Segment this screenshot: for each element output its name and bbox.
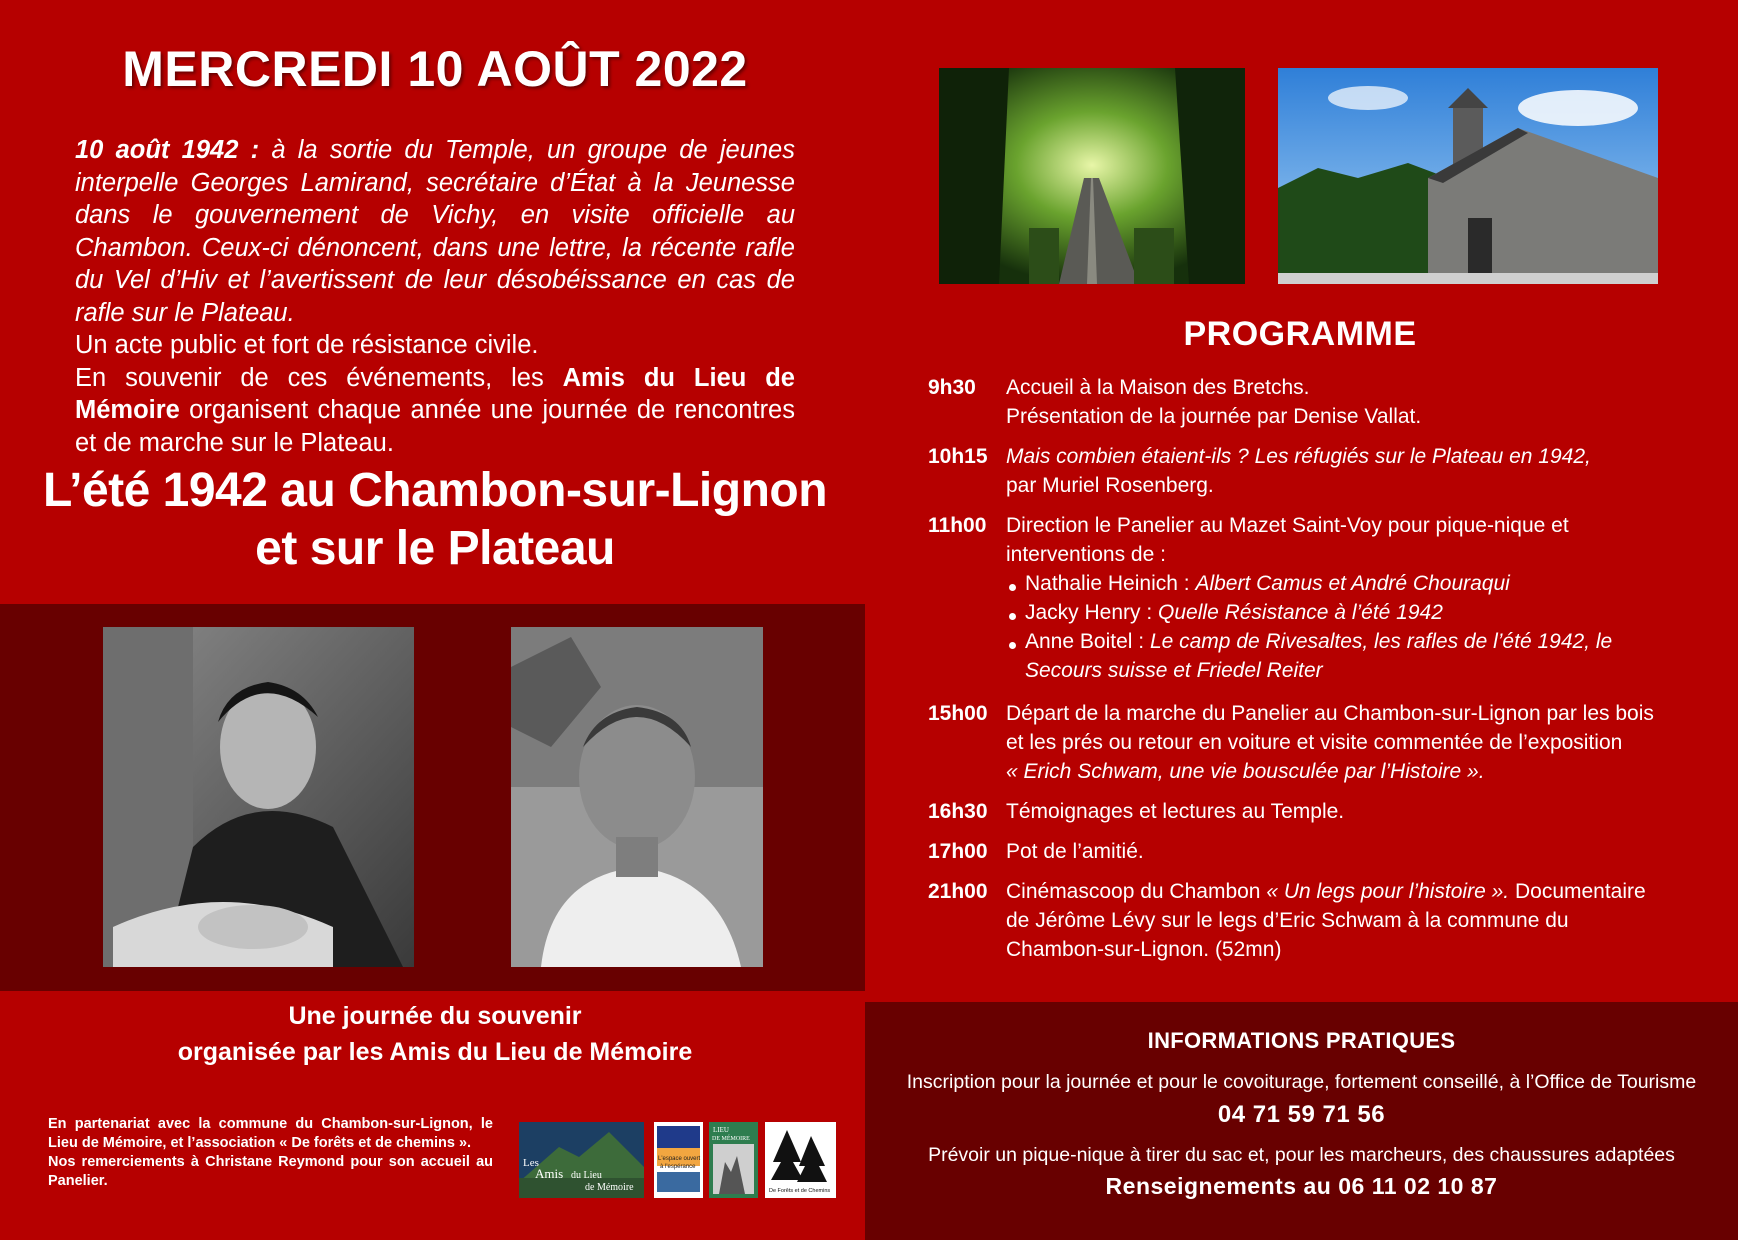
programme-item — [928, 373, 1688, 431]
programme-time: 16h30 — [928, 800, 988, 823]
programme-item — [928, 699, 1688, 786]
speaker-name: Nathalie Heinich : — [1025, 572, 1190, 595]
programme-list — [928, 373, 1688, 975]
logo3-text2: DE MÉMOIRE — [712, 1136, 750, 1142]
partners-line-1: En partenariat avec la commune du Chambon-sur-Lignon, le Lieu de Mémoire, et l’association « De forêts et de chemins ». — [48, 1116, 493, 1151]
speaker-bullet — [1006, 598, 1688, 627]
programme-line: Cinémascoop du Chambon — [1006, 880, 1261, 903]
talk-title: Albert Camus et André Chouraqui — [1195, 572, 1510, 595]
programme-desc — [1006, 511, 1688, 685]
forets-chemins-logo — [765, 1122, 836, 1198]
speaker-name: Anne Boitel : — [1025, 630, 1145, 653]
event-date-heading: MERCREDI 10 AOÛT 2022 — [122, 41, 748, 97]
intro-paragraph-3 — [75, 362, 795, 460]
programme-time: 10h15 — [928, 445, 988, 468]
lespace-logo — [654, 1122, 703, 1198]
programme-item — [928, 511, 1688, 685]
intro-lead-date: 10 août 1942 : — [75, 136, 260, 164]
tourism-office-phone: 04 71 59 71 56 — [1217, 1101, 1386, 1128]
organizer-statement — [0, 998, 870, 1070]
programme-line: Accueil à la Maison des Bretchs. — [1006, 376, 1310, 399]
event-title-line-1: L’été 1942 au Chambon-sur-Lignon — [42, 464, 828, 517]
programme-time: 11h00 — [928, 514, 987, 537]
programme-time: 9h30 — [928, 376, 976, 399]
intro-line3-post: organisent chaque année une journée de rencontres et de marche sur le Plateau. — [75, 396, 795, 457]
speaker-bullet — [1006, 627, 1685, 685]
programme-time: 15h00 — [928, 702, 988, 725]
programme-desc: Témoignages et lectures au Temple. — [1006, 800, 1345, 823]
programme-line: par Muriel Rosenberg. — [1006, 474, 1214, 497]
intro-text — [75, 134, 795, 459]
portrait-photo-2 — [511, 627, 763, 967]
programme-desc — [1006, 373, 1688, 431]
intro-line3-pre: En souvenir de ces événements, les — [75, 363, 544, 392]
info-registration-text: Inscription pour la journée et pour le covoiturage, fortement conseillé, à l’Office de Tourisme — [906, 1071, 1697, 1093]
intro-paragraph-1 — [75, 134, 795, 329]
programme-time: 21h00 — [928, 880, 988, 903]
talk-title: Le camp de Rivesaltes, les rafles de l’été 1942, le Secours suisse et Friedel Reiter — [1025, 630, 1613, 682]
organizer-line-1: Une journée du souvenir — [288, 1002, 582, 1030]
speaker-bullet — [1006, 569, 1688, 598]
event-title-line-2: et sur le Plateau — [255, 522, 615, 575]
partners-line-2: Nos remerciements à Christane Reymond pour son accueil au Panelier. — [48, 1154, 493, 1189]
amis-du-lieu-de-memoire-logo — [519, 1122, 644, 1198]
programme-item — [928, 877, 1688, 964]
intro-line-2: Un acte public et fort de résistance civile. — [75, 331, 539, 359]
programme-line: Direction le Panelier au Mazet Saint-Voy pour pique-nique et interventions de : — [1006, 514, 1569, 566]
programme-desc — [1006, 877, 1666, 964]
speaker-name: Jacky Henry : — [1025, 601, 1153, 624]
logo3-text1: LIEU — [713, 1126, 729, 1134]
talk-title: Quelle Résistance à l’été 1942 — [1158, 601, 1443, 624]
info-title: INFORMATIONS PRATIQUES — [1147, 1028, 1456, 1053]
programme-line: Présentation de la journée par Denise Vallat. — [1006, 405, 1422, 428]
logo1-text4: de Mémoire — [585, 1182, 634, 1193]
forest-road-photo — [939, 68, 1245, 284]
programme-line: Mais combien étaient-ils ? Les réfugiés sur le Plateau en 1942, — [1006, 445, 1591, 468]
programme-item — [928, 797, 1688, 826]
organizer-line-2: organisée par les Amis du Lieu de Mémoire — [177, 1038, 693, 1066]
logo2-text1: L'espace ouvert — [658, 1156, 701, 1162]
programme-line: Départ de la marche du Panelier au Chambon-sur-Lignon par les bois et les prés ou retour en voiture et visite commentée de l’exposition — [1006, 702, 1654, 754]
programme-desc: Pot de l’amitié. — [1006, 840, 1144, 863]
programme-item — [928, 837, 1688, 866]
chapel-photo — [1278, 68, 1658, 284]
programme-time: 17h00 — [928, 840, 988, 863]
programme-item — [928, 442, 1688, 500]
logo2-text2: à l'espérance — [660, 1164, 696, 1170]
info-contact-phone: Renseignements au 06 11 02 10 87 — [1105, 1173, 1498, 1199]
intro-lead-text: à la sortie du Temple, un groupe de jeunes interpelle Georges Lamirand, secrétaire d’État à la Jeunesse dans le gouvernement de Vichy, en visite officielle au Chambon. Ceux-ci dénoncent, dans une lettre, la récente rafle du Vel d’Hiv et l’avertissent de leur désobéissance en cas de rafle sur le Plateau. — [75, 136, 795, 327]
intro-line3-bold: Amis du Lieu de Mémoire — [75, 363, 795, 424]
programme-desc — [1006, 699, 1676, 786]
portrait-photo-1 — [103, 627, 414, 967]
programme-line: « Erich Schwam, une vie bousculée par l’Histoire ». — [1006, 760, 1485, 783]
info-picnic-text: Prévoir un pique-nique à tirer du sac et, pour les marcheurs, des chaussures adaptées — [928, 1144, 1675, 1166]
event-title — [0, 462, 870, 578]
programme-title: PROGRAMME — [1183, 315, 1417, 353]
logo1-text3: du Lieu — [571, 1170, 602, 1181]
film-title: « Un legs pour l’histoire ». — [1266, 880, 1510, 903]
logo1-text2: Amis — [535, 1166, 564, 1181]
partners-text — [48, 1115, 493, 1191]
programme-line: Documentaire de Jérôme Lévy sur le legs d’Eric Schwam à la commune du Chambon-sur-Lignon. (52mn) — [1006, 880, 1646, 961]
lieu-de-memoire-logo — [709, 1122, 758, 1198]
logo1-text1: Les — [523, 1157, 539, 1169]
programme-desc — [1006, 442, 1688, 500]
logo4-text1: De Forêts et de Chemins — [769, 1188, 831, 1194]
